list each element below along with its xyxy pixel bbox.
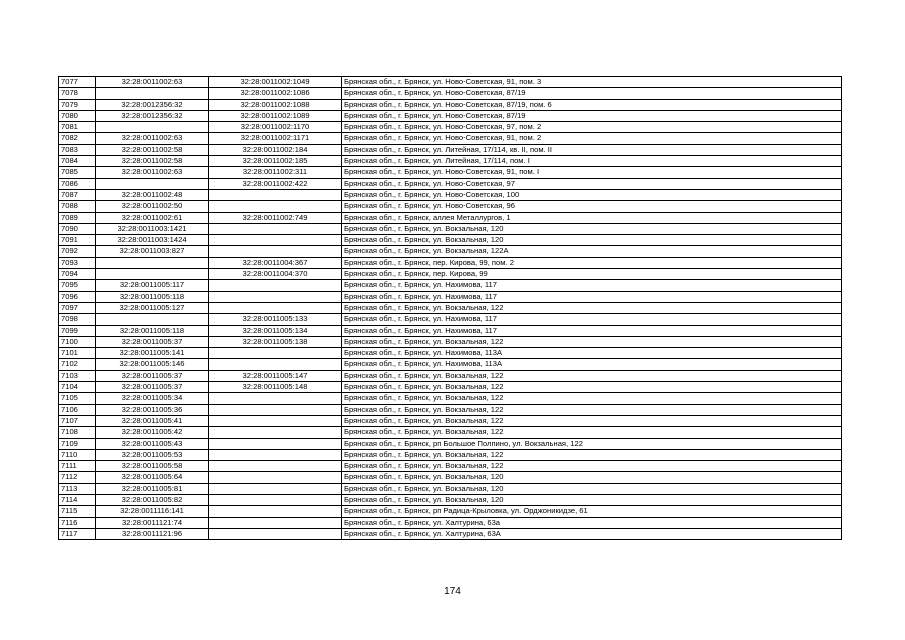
land-plot-cadastral-cell: 32:28:0011005:118 [96, 291, 209, 302]
land-plot-cadastral-cell [96, 257, 209, 268]
address-cell: Брянская обл., г. Брянск, ул. Нахимова, 117 [342, 314, 842, 325]
table-row [59, 302, 842, 313]
address-cell: Брянская обл., г. Брянск, ул. Нахимова, 117 [342, 280, 842, 291]
building-cadastral-cell [209, 291, 342, 302]
table-row [59, 167, 842, 178]
land-plot-cadastral-cell: 32:28:0011003:1424 [96, 235, 209, 246]
address-cell: Брянская обл., г. Брянск, ул. Халтурина, 63А [342, 528, 842, 539]
building-cadastral-cell: 32:28:0011002:311 [209, 167, 342, 178]
land-plot-cadastral-cell: 32:28:0011005:58 [96, 461, 209, 472]
address-cell: Брянская обл., г. Брянск, ул. Ново-Советская, 91, пом. I [342, 167, 842, 178]
address-cell: Брянская обл., г. Брянск, ул. Нахимова, 113А [342, 348, 842, 359]
land-plot-cadastral-cell: 32:28:0011005:37 [96, 336, 209, 347]
land-plot-cadastral-cell: 32:28:0011005:64 [96, 472, 209, 483]
address-cell: Брянская обл., г. Брянск, аллея Металлургов, 1 [342, 212, 842, 223]
table-row [59, 517, 842, 528]
address-cell: Брянская обл., г. Брянск, ул. Вокзальная, 122 [342, 404, 842, 415]
land-plot-cadastral-cell: 32:28:0011002:58 [96, 156, 209, 167]
table-row [59, 189, 842, 200]
land-plot-cadastral-cell: 32:28:0011005:43 [96, 438, 209, 449]
address-cell: Брянская обл., г. Брянск, ул. Ново-Советская, 91, пом. 2 [342, 133, 842, 144]
row-number-cell: 7099 [59, 325, 96, 336]
building-cadastral-cell [209, 528, 342, 539]
building-cadastral-cell [209, 483, 342, 494]
row-number-cell: 7082 [59, 133, 96, 144]
table-row [59, 382, 842, 393]
row-number-cell: 7115 [59, 506, 96, 517]
building-cadastral-cell [209, 438, 342, 449]
address-cell: Брянская обл., г. Брянск, ул. Вокзальная, 122 [342, 415, 842, 426]
row-number-cell: 7104 [59, 382, 96, 393]
address-cell: Брянская обл., г. Брянск, рп Большое Полпино, ул. Вокзальная, 122 [342, 438, 842, 449]
address-cell: Брянская обл., г. Брянск, ул. Литейная, 17/114, пом. I [342, 156, 842, 167]
building-cadastral-cell [209, 302, 342, 313]
building-cadastral-cell [209, 517, 342, 528]
table-row [59, 269, 842, 280]
building-cadastral-cell [209, 404, 342, 415]
building-cadastral-cell: 32:28:0011004:367 [209, 257, 342, 268]
address-cell: Брянская обл., г. Брянск, ул. Вокзальная, 120 [342, 494, 842, 505]
table-row [59, 223, 842, 234]
building-cadastral-cell [209, 223, 342, 234]
building-cadastral-cell: 32:28:0011002:1049 [209, 77, 342, 88]
table-body [59, 77, 842, 540]
table-row [59, 348, 842, 359]
building-cadastral-cell: 32:28:0011005:138 [209, 336, 342, 347]
row-number-cell: 7108 [59, 427, 96, 438]
row-number-cell: 7079 [59, 99, 96, 110]
address-cell: Брянская обл., г. Брянск, ул. Ново-Советская, 87/19 [342, 88, 842, 99]
land-plot-cadastral-cell: 32:28:0011005:118 [96, 325, 209, 336]
row-number-cell: 7084 [59, 156, 96, 167]
table-row [59, 336, 842, 347]
row-number-cell: 7117 [59, 528, 96, 539]
building-cadastral-cell: 32:28:0011002:1171 [209, 133, 342, 144]
row-number-cell: 7088 [59, 201, 96, 212]
table-row [59, 122, 842, 133]
table-row [59, 528, 842, 539]
table-row [59, 257, 842, 268]
table-row [59, 438, 842, 449]
table-row [59, 144, 842, 155]
land-plot-cadastral-cell: 32:28:0011003:1421 [96, 223, 209, 234]
address-cell: Брянская обл., г. Брянск, ул. Вокзальная, 122 [342, 336, 842, 347]
address-cell: Брянская обл., г. Брянск, ул. Вокзальная, 120 [342, 483, 842, 494]
building-cadastral-cell [209, 472, 342, 483]
building-cadastral-cell [209, 280, 342, 291]
row-number-cell: 7113 [59, 483, 96, 494]
row-number-cell: 7112 [59, 472, 96, 483]
row-number-cell: 7095 [59, 280, 96, 291]
table-row [59, 404, 842, 415]
building-cadastral-cell [209, 461, 342, 472]
land-plot-cadastral-cell: 32:28:0011002:63 [96, 77, 209, 88]
land-plot-cadastral-cell: 32:28:0011002:48 [96, 189, 209, 200]
row-number-cell: 7109 [59, 438, 96, 449]
table-row [59, 280, 842, 291]
land-plot-cadastral-cell: 32:28:0011005:34 [96, 393, 209, 404]
building-cadastral-cell: 32:28:0011005:134 [209, 325, 342, 336]
cadastral-registry-table [58, 76, 842, 540]
building-cadastral-cell [209, 506, 342, 517]
row-number-cell: 7087 [59, 189, 96, 200]
land-plot-cadastral-cell: 32:28:0011005:42 [96, 427, 209, 438]
row-number-cell: 7085 [59, 167, 96, 178]
row-number-cell: 7114 [59, 494, 96, 505]
table-row [59, 483, 842, 494]
address-cell: Брянская обл., г. Брянск, ул. Ново-Советская, 100 [342, 189, 842, 200]
building-cadastral-cell [209, 359, 342, 370]
building-cadastral-cell: 32:28:0011005:148 [209, 382, 342, 393]
building-cadastral-cell [209, 189, 342, 200]
land-plot-cadastral-cell: 32:28:0011005:117 [96, 280, 209, 291]
building-cadastral-cell: 32:28:0011002:185 [209, 156, 342, 167]
row-number-cell: 7077 [59, 77, 96, 88]
row-number-cell: 7096 [59, 291, 96, 302]
land-plot-cadastral-cell: 32:28:0012356:32 [96, 110, 209, 121]
table-row [59, 427, 842, 438]
address-cell: Брянская обл., г. Брянск, ул. Нахимова, 117 [342, 291, 842, 302]
land-plot-cadastral-cell: 32:28:0011005:37 [96, 382, 209, 393]
building-cadastral-cell: 32:28:0011005:147 [209, 370, 342, 381]
building-cadastral-cell: 32:28:0011002:184 [209, 144, 342, 155]
table-row [59, 178, 842, 189]
building-cadastral-cell: 32:28:0011002:1086 [209, 88, 342, 99]
table-row [59, 110, 842, 121]
building-cadastral-cell: 32:28:0011005:133 [209, 314, 342, 325]
row-number-cell: 7092 [59, 246, 96, 257]
address-cell: Брянская обл., г. Брянск, ул. Вокзальная, 122 [342, 393, 842, 404]
address-cell: Брянская обл., г. Брянск, ул. Вокзальная, 122А [342, 246, 842, 257]
address-cell: Брянская обл., г. Брянск, ул. Нахимова, 113А [342, 359, 842, 370]
building-cadastral-cell [209, 427, 342, 438]
row-number-cell: 7111 [59, 461, 96, 472]
address-cell: Брянская обл., г. Брянск, ул. Вокзальная, 122 [342, 461, 842, 472]
address-cell: Брянская обл., г. Брянск, ул. Ново-Советская, 91, пом. 3 [342, 77, 842, 88]
address-cell: Брянская обл., г. Брянск, ул. Нахимова, 117 [342, 325, 842, 336]
address-cell: Брянская обл., г. Брянск, ул. Вокзальная, 120 [342, 235, 842, 246]
address-cell: Брянская обл., г. Брянск, ул. Ново-Советская, 87/19 [342, 110, 842, 121]
address-cell: Брянская обл., г. Брянск, ул. Вокзальная, 122 [342, 427, 842, 438]
row-number-cell: 7089 [59, 212, 96, 223]
table-row [59, 449, 842, 460]
table-row [59, 472, 842, 483]
building-cadastral-cell: 32:28:0011002:1170 [209, 122, 342, 133]
land-plot-cadastral-cell: 32:28:0011121:74 [96, 517, 209, 528]
table-row [59, 77, 842, 88]
land-plot-cadastral-cell: 32:28:0011002:50 [96, 201, 209, 212]
table-row [59, 212, 842, 223]
address-cell: Брянская обл., г. Брянск, ул. Вокзальная, 120 [342, 223, 842, 234]
land-plot-cadastral-cell: 32:28:0011005:82 [96, 494, 209, 505]
land-plot-cadastral-cell: 32:28:0011005:141 [96, 348, 209, 359]
address-cell: Брянская обл., г. Брянск, ул. Вокзальная, 120 [342, 472, 842, 483]
building-cadastral-cell [209, 246, 342, 257]
row-number-cell: 7098 [59, 314, 96, 325]
building-cadastral-cell: 32:28:0011002:1089 [209, 110, 342, 121]
land-plot-cadastral-cell: 32:28:0011121:96 [96, 528, 209, 539]
row-number-cell: 7080 [59, 110, 96, 121]
address-cell: Брянская обл., г. Брянск, ул. Вокзальная, 122 [342, 370, 842, 381]
address-cell: Брянская обл., г. Брянск, ул. Вокзальная, 122 [342, 449, 842, 460]
land-plot-cadastral-cell [96, 178, 209, 189]
table-row [59, 314, 842, 325]
land-plot-cadastral-cell: 32:28:0011005:127 [96, 302, 209, 313]
building-cadastral-cell [209, 393, 342, 404]
land-plot-cadastral-cell: 32:28:0011005:146 [96, 359, 209, 370]
table-row [59, 246, 842, 257]
address-cell: Брянская обл., г. Брянск, ул. Халтурина, 63а [342, 517, 842, 528]
address-cell: Брянская обл., г. Брянск, ул. Ново-Советская, 96 [342, 201, 842, 212]
table-row [59, 201, 842, 212]
building-cadastral-cell: 32:28:0011002:422 [209, 178, 342, 189]
row-number-cell: 7097 [59, 302, 96, 313]
land-plot-cadastral-cell [96, 122, 209, 133]
row-number-cell: 7102 [59, 359, 96, 370]
page-number: 174 [444, 586, 461, 597]
table-row [59, 235, 842, 246]
address-cell: Брянская обл., г. Брянск, ул. Ново-Советская, 97, пом. 2 [342, 122, 842, 133]
building-cadastral-cell: 32:28:0011002:1088 [209, 99, 342, 110]
land-plot-cadastral-cell: 32:28:0011116:141 [96, 506, 209, 517]
table-row [59, 133, 842, 144]
table-row [59, 494, 842, 505]
row-number-cell: 7100 [59, 336, 96, 347]
row-number-cell: 7078 [59, 88, 96, 99]
row-number-cell: 7107 [59, 415, 96, 426]
land-plot-cadastral-cell: 32:28:0011002:61 [96, 212, 209, 223]
table-row [59, 291, 842, 302]
address-cell: Брянская обл., г. Брянск, ул. Вокзальная, 122 [342, 302, 842, 313]
row-number-cell: 7086 [59, 178, 96, 189]
address-cell: Брянская обл., г. Брянск, ул. Вокзальная, 122 [342, 382, 842, 393]
building-cadastral-cell [209, 494, 342, 505]
table-row [59, 415, 842, 426]
address-cell: Брянская обл., г. Брянск, ул. Ново-Советская, 97 [342, 178, 842, 189]
row-number-cell: 7116 [59, 517, 96, 528]
building-cadastral-cell: 32:28:0011002:749 [209, 212, 342, 223]
address-cell: Брянская обл., г. Брянск, пер. Кирова, 99, пом. 2 [342, 257, 842, 268]
building-cadastral-cell [209, 201, 342, 212]
address-cell: Брянская обл., г. Брянск, пер. Кирова, 99 [342, 269, 842, 280]
land-plot-cadastral-cell [96, 314, 209, 325]
building-cadastral-cell [209, 449, 342, 460]
land-plot-cadastral-cell [96, 269, 209, 280]
table-row [59, 88, 842, 99]
registry-table-container [58, 76, 842, 540]
row-number-cell: 7101 [59, 348, 96, 359]
table-row [59, 506, 842, 517]
land-plot-cadastral-cell: 32:28:0011003:827 [96, 246, 209, 257]
row-number-cell: 7103 [59, 370, 96, 381]
land-plot-cadastral-cell: 32:28:0011002:63 [96, 167, 209, 178]
land-plot-cadastral-cell: 32:28:0011005:41 [96, 415, 209, 426]
table-row [59, 325, 842, 336]
table-row [59, 99, 842, 110]
row-number-cell: 7091 [59, 235, 96, 246]
table-row [59, 393, 842, 404]
address-cell: Брянская обл., г. Брянск, ул. Ново-Советская, 87/19, пом. 6 [342, 99, 842, 110]
row-number-cell: 7083 [59, 144, 96, 155]
table-row [59, 359, 842, 370]
address-cell: Брянская обл., г. Брянск, рп Радица-Крыловка, ул. Орджоникидзе, 61 [342, 506, 842, 517]
land-plot-cadastral-cell: 32:28:0012356:32 [96, 99, 209, 110]
building-cadastral-cell [209, 235, 342, 246]
land-plot-cadastral-cell: 32:28:0011005:81 [96, 483, 209, 494]
table-row [59, 461, 842, 472]
row-number-cell: 7110 [59, 449, 96, 460]
land-plot-cadastral-cell: 32:28:0011005:36 [96, 404, 209, 415]
address-cell: Брянская обл., г. Брянск, ул. Литейная, 17/114, кв. II, пом. II [342, 144, 842, 155]
row-number-cell: 7106 [59, 404, 96, 415]
row-number-cell: 7093 [59, 257, 96, 268]
row-number-cell: 7105 [59, 393, 96, 404]
land-plot-cadastral-cell [96, 88, 209, 99]
row-number-cell: 7090 [59, 223, 96, 234]
land-plot-cadastral-cell: 32:28:0011005:53 [96, 449, 209, 460]
land-plot-cadastral-cell: 32:28:0011002:63 [96, 133, 209, 144]
row-number-cell: 7094 [59, 269, 96, 280]
building-cadastral-cell [209, 415, 342, 426]
table-row [59, 156, 842, 167]
land-plot-cadastral-cell: 32:28:0011005:37 [96, 370, 209, 381]
land-plot-cadastral-cell: 32:28:0011002:58 [96, 144, 209, 155]
row-number-cell: 7081 [59, 122, 96, 133]
building-cadastral-cell: 32:28:0011004:370 [209, 269, 342, 280]
table-row [59, 370, 842, 381]
building-cadastral-cell [209, 348, 342, 359]
